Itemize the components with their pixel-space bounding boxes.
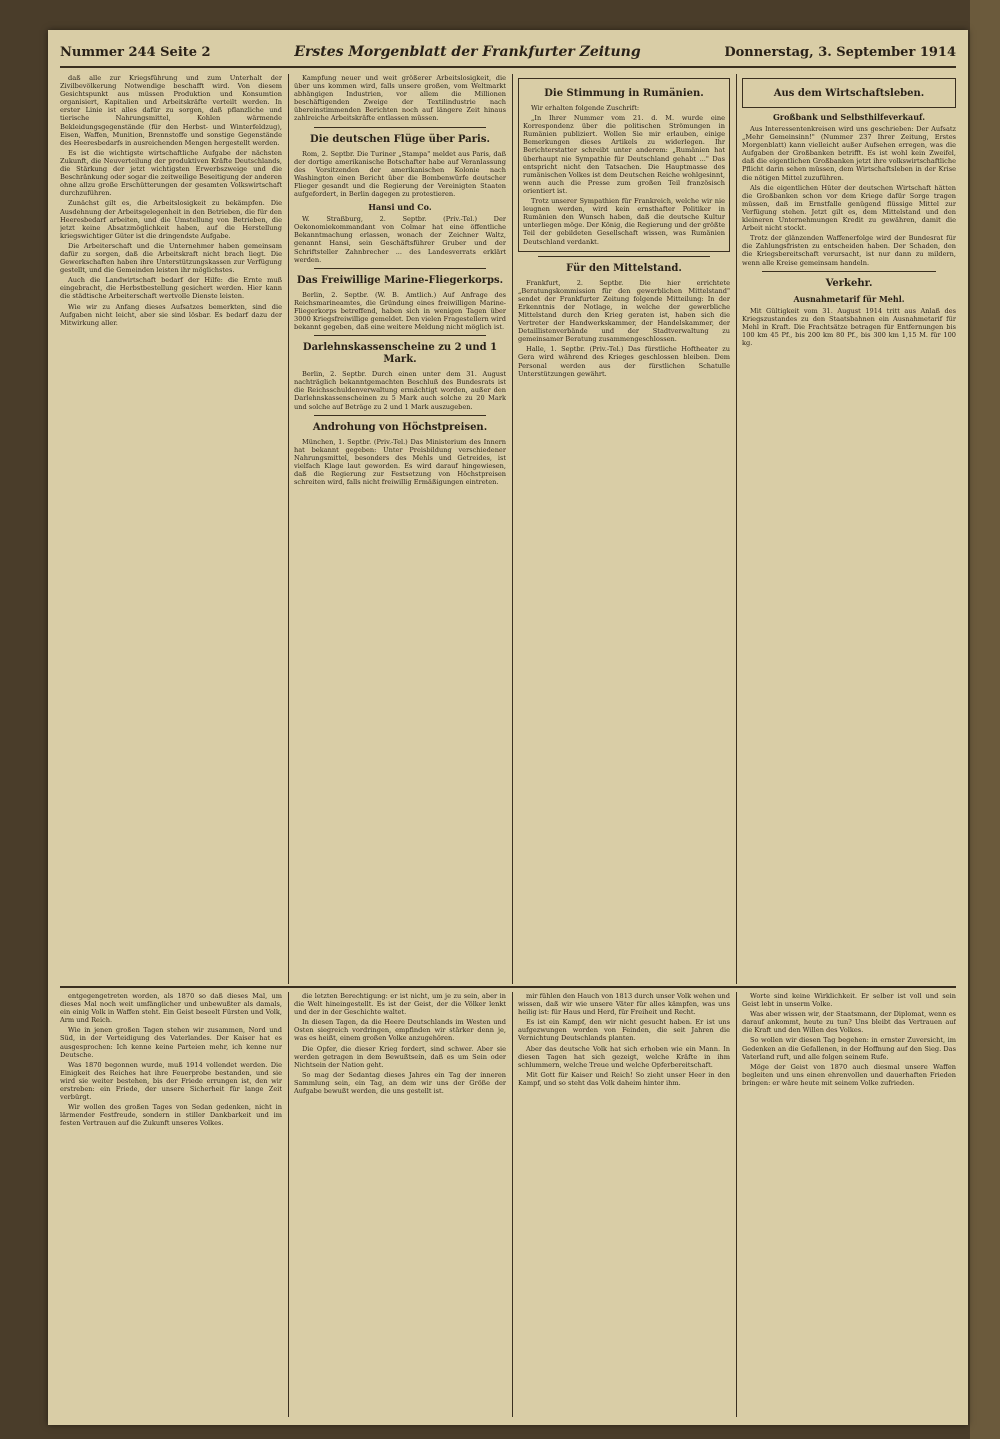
column-1: [60, 74, 282, 979]
feuilleton-divider: [60, 986, 956, 988]
feuilleton-column-2: [294, 992, 506, 1417]
article-paragraph: So mag der Sedantag dieses Jahres ein Tag der inneren Sammlung sein, ein Tag, an dem wir uns der Größe der Aufgabe bewußt werden, die uns gestellt ist.: [294, 1070, 506, 1096]
column-rule: [288, 74, 289, 984]
article-paragraph: entgegengetreten worden, als 1870 so daß dieses Mal, um dieses Mal noch weit umfänglicher und unbewußter als damals, ein einig Volk in Waffen steht. Ein Geist beseelt Fürsten und Volk, Arm und Reich.: [60, 992, 282, 1025]
section-rule: [762, 271, 936, 272]
headline-rumaenien: Die Stimmung in Rumänien.: [544, 88, 704, 99]
article-paragraph: Was 1870 begonnen wurde, muß 1914 vollendet werden. Die Einigkeit des Reiches hat ihre Feuerprobe bestanden, und sie wird sie weiter bestehen, bis der Friede errungen ist, den wir erstreben: ein Friede, der unsere Sicherheit für lange Zeit verbürgt.: [60, 1060, 282, 1102]
column-rule: [512, 74, 513, 984]
article-paragraph: Die Arbeiterschaft und die Unternehmer haben gemeinsam dafür zu sorgen, daß die Arbeitskraft nicht brach liegt. Die Gewerkschaften haben ihre Unterstützungskassen zur Verfügung gestellt, und die Gemeinden leisten ihr möglichstes.: [60, 241, 282, 275]
article-paragraph: München, 1. Septbr. (Priv.-Tel.) Das Ministerium des Innern hat bekannt gegeben: Unter Preisbildung verschiedener Nahrungsmittel, besonders des Mehls und Getreides, ist vielfach Klage laut geworden. Es wird darauf hingewiesen, daß die Regierung zur Festsetzung von Höchstpreisen schreiten wird, falls nicht freiwillig Ermäßigungen eintreten.: [294, 437, 506, 487]
section-rule: [314, 335, 486, 336]
section-rule: [314, 415, 486, 416]
headline-marine: Das Freiwillige Marine-Fliegerkorps.: [296, 274, 504, 286]
article-paragraph: Es ist die wichtigste wirtschaftliche Aufgabe der nächsten Zukunft, die Neuverteilung der produktiven Kräfte Deutschlands, die Stärkung der jetzt wichtigsten Erwerbszweige und die Beschränkung oder sogar die zeitweilige Beseitigung der anderen ohne allzu große Erschütterungen der gesamten Volkswirtschaft durchzuführen.: [60, 148, 282, 198]
column-rule: [288, 992, 289, 1417]
article-paragraph: Kampfung neuer und weit größerer Arbeitslosigkeit, die über uns kommen wird, falls unsere großen, vom Weltmarkt abhängigen Industrien, vor allem die Millionen beschäftigenden Zweige der Textilindustrie nach übereinstimmenden Berichten noch auf längere Zeit hinaus zahlreiche Arbeitskräfte entlassen müssen.: [294, 74, 506, 123]
subheadline-mehl: Ausnahmetarif für Mehl.: [793, 293, 905, 304]
headline-paris: Die deutschen Flüge über Paris.: [310, 133, 490, 145]
headline-wirtschaftsleben: Aus dem Wirtschaftsleben.: [773, 88, 925, 99]
header-left: Nummer 244 Seite 2: [60, 45, 211, 60]
article-paragraph: Wie in jenen großen Tagen stehen wir zusammen, Nord und Süd, in der Verteidigung des Vaterlandes. Der Kaiser hat es ausgesprochen: Ich kenne keine Parteien mehr, ich kenne nur Deutsche.: [60, 1026, 282, 1059]
article-paragraph: die letzten Berechtigung: er ist nicht, um je zu sein, aber in die Welt hineingestellt. Es ist der Geist, der die Völker lenkt und der in der Geschichte waltet.: [294, 992, 506, 1017]
article-paragraph: „In Ihrer Nummer vom 21. d. M. wurde eine Korrespondenz über die politischen Strömungen in Rumänien publiziert. Wollen Sie mir erlauben, einige Bemerkungen dieses Artikels zu widerlegen. Ihr Berichterstatter schreibt unter anderem: „Rumänien hat überhaupt nie Sympathie für Deutschland gehabt ..." Das entspricht nicht den Tatsachen. Die Hauptmasse des rumänischen Volkes ist dem Deutschen Reiche wohlgesinnt, wenn auch die Presse zum großen Teil französisch orientiert ist.: [523, 114, 725, 195]
headline-mittelstand: Für den Mittelstand.: [566, 262, 682, 274]
article-paragraph: Trotz der glänzenden Waffenerfolge wird der Bundesrat für die Zahlungsfristen zu entscheiden haben. Der Schaden, den die Kriegsbereitschaft verursacht, ist nur dann zu mildern, wenn alle Kreise gemeinsam handeln.: [742, 234, 956, 267]
article-paragraph: Möge der Geist von 1870 auch diesmal unsere Waffen begleiten und uns einen ehrenvollen und dauerhaften Frieden bringen: er wäre heute mit seinem Volke zufrieden.: [742, 1062, 956, 1087]
section-rule: [314, 127, 486, 128]
article-paragraph: So wollen wir diesen Tag begehen: in ernster Zuversicht, im Gedenken an die Gefallenen, in der Hoffnung auf den Sieg. Das Vaterland ruft, und alle folgen seinem Rufe.: [742, 1036, 956, 1061]
article-paragraph: In diesen Tagen, da die Heere Deutschlands im Westen und Osten siegreich vordringen, empfinden wir stärker denn je, was es heißt, einem großen Volke anzugehören.: [294, 1018, 506, 1043]
section-rule: [538, 256, 710, 257]
feuilleton-column-4: [742, 992, 956, 1417]
headline-hansi: Hansi und Co.: [368, 202, 432, 213]
headline-darlehen: Darlehnskassenscheine zu 2 und 1 Mark.: [302, 342, 498, 366]
column-3: [518, 74, 730, 979]
article-paragraph: Halle, 1. Septbr. (Priv.-Tel.) Das fürstliche Hoftheater zu Gera wird während des Krieges geschlossen bleiben. Dem Personal werden aus der fürstlichen Schatulle Unterstützungen gewährt.: [518, 345, 730, 378]
article-paragraph: Wir wollen des großen Tages von Sedan gedenken, nicht in lärmender Festfreude, sondern in stiller Dankbarkeit und im festen Vertrauen auf die Zukunft unseres Volkes.: [60, 1103, 282, 1128]
article-paragraph: Trotz unserer Sympathien für Frankreich, welche wir nie leugnen werden, wird kein ernsthafter Politiker in Rumänien den Wunsch haben, daß die deutsche Kultur unterliegen möge. Der König, die Regierung und der größte Teil der gebildeten Gesellschaft wissen, was Rumänien Deutschland verdankt.: [523, 197, 725, 246]
column-rule: [736, 74, 737, 984]
article-paragraph: Was aber wissen wir, der Staatsmann, der Diplomat, wenn es darauf ankommt, heute zu tun? Uns bleibt das Vertrauen auf die Kraft und den Willen des Volkes.: [742, 1010, 956, 1035]
article-paragraph: Aber das deutsche Volk hat sich erhoben wie ein Mann. In diesen Tagen hat sich gezeigt, welche Kräfte in ihm schlummern, welche Treue und welche Opferbereitschaft.: [518, 1044, 730, 1069]
feuilleton-column-3: [518, 992, 730, 1417]
masthead-title: Erstes Morgenblatt der Frankfurter Zeitung: [294, 44, 641, 60]
boxed-section-header: [742, 78, 956, 108]
article-paragraph: Aus Interessentenkreisen wird uns geschrieben: Der Aufsatz „Mehr Gemeinsinn!" (Nummer 237 Ihrer Zeitung, Erstes Morgenblatt) kann vielleicht außer Aufsehen erregen, was die Aufgaben der Großbanken betrifft. Es ist wohl kein Zweifel, daß die eigentlichen Großbanken jetzt ihre volkswirtschaftliche Pflicht darin sehen müssen, dem Wirtschaftsleben in der Krise die nötigen Mittel zuzuführen.: [742, 125, 956, 182]
page-edge: [970, 0, 1000, 1439]
article-paragraph: Zunächst gilt es, die Arbeitslosigkeit zu bekämpfen. Die Ausdehnung der Arbeitsgelegenheit in den Betrieben, die für den Heeresbedarf arbeiten, und die Umstellung von Betrieben, die jetzt keine Absatzmöglichkeit haben, auf die Herstellung kriegswichtiger Güter ist die dringendste Aufgabe.: [60, 199, 282, 240]
section-rule: [314, 268, 486, 269]
headline-verkehr: Verkehr.: [825, 277, 873, 289]
newspaper-page: [48, 30, 968, 1425]
article-paragraph: Auch die Landwirtschaft bedarf der Hilfe: die Ernte muß eingebracht, die Herbstbestellung gesichert werden. Hier kann die städtische Arbeiterschaft wertvolle Dienste leisten.: [60, 276, 282, 301]
article-paragraph: Mit Gott für Kaiser und Reich! So zieht unser Heer in den Kampf, und so steht das Volk daheim hinter ihm.: [518, 1070, 730, 1087]
headline-hoechstpreise: Androhung von Höchstpreisen.: [312, 421, 488, 433]
header-date: Donnerstag, 3. September 1914: [724, 45, 956, 60]
article-paragraph: Wie wir zu Anfang dieses Aufsatzes bemerkten, sind die Aufgaben nicht leicht, aber sie sind lösbar. Es bedarf dazu der Mitwirkung aller.: [60, 302, 282, 327]
page-header: [60, 44, 956, 68]
article-paragraph: Berlin, 2. Septbr. (W. B. Amtlich.) Auf Anfrage des Reichsmarineamtes, die Gründung eines freiwilligen Marine-Fliegerkorps betreffend, haben sich in wenigen Tagen über 3000 Kriegsfreiwillige gemeldet. Den vielen Fragestellern wird bekannt gegeben, daß eine weitere Meldung nicht möglich ist.: [294, 290, 506, 332]
article-paragraph: Als die eigentlichen Hüter der deutschen Wirtschaft hätten die Großbanken schon vor dem Kriege dafür Sorge tragen müssen, daß im Ernstfalle genügend flüssige Mittel zur Verfügung stehen. Jetzt gilt es, dem Mittelstand und den kleineren Unternehmungen Kredit zu gewähren, damit die Arbeit nicht stockt.: [742, 183, 956, 233]
boxed-article: [518, 78, 730, 252]
article-paragraph: Mit Gültigkeit vom 31. August 1914 tritt aus Anlaß des Kriegszustandes zu den Staatsbahnen ein Ausnahmetarif für Mehl in Kraft. Die Frachtsätze betragen für Entfernungen bis 100 km 45 Pf., bis 200 km 80 Pf., bis 300 km 1,15 M. für 100 kg.: [742, 306, 956, 347]
column-rule: [736, 992, 737, 1417]
column-rule: [512, 992, 513, 1417]
article-paragraph: Rom, 2. Septbr. Die Turiner „Stampa" meldet aus Paris, daß der dortige amerikanische Botschafter habe auf Veranlassung des Vorsitzenden der amerikanischen Kolonie nach Washington einen Bericht über die Bombenwürfe deutscher Flieger gesandt und die Regierung der Vereinigten Staaten aufgefordert, in Berlin dagegen zu protestieren.: [294, 149, 506, 199]
column-4: [742, 74, 956, 979]
column-2: [294, 74, 506, 979]
feuilleton-column-1: [60, 992, 282, 1417]
subheadline-grossbank: Großbank und Selbsthilfeverkauf.: [773, 112, 925, 122]
article-paragraph: Es ist ein Kampf, den wir nicht gesucht haben. Er ist uns aufgezwungen worden von Feinden, die seit Jahren die Vernichtung Deutschlands planten.: [518, 1018, 730, 1043]
article-paragraph: W. Straßburg, 2. Septbr. (Priv.-Tel.) Der Oekonomiekommandant von Colmar hat eine öffentliche Bekanntmachung erlassen, wonach der Zeichner Waltz, genannt Hansi, sein Geschäftsführer Gruber und der Schriftsteller Zahnbrecher ... des Landesverrats erklärt werden.: [294, 215, 506, 264]
article-paragraph: Wir erhalten folgende Zuschrift:: [531, 104, 640, 112]
article-paragraph: Die Opfer, die dieser Krieg fordert, sind schwer. Aber sie werden getragen in dem Bewußtsein, daß es um Sein oder Nichtsein der Nation geht.: [294, 1044, 506, 1069]
article-paragraph: mir fühlen den Hauch von 1813 durch unser Volk wehen und wissen, daß wir wie unsere Väter für alles kämpfen, was uns heilig ist: für Haus und Herd, für Freiheit und Recht.: [518, 992, 730, 1017]
article-paragraph: daß alle zur Kriegsführung und zum Unterhalt der Zivilbevölkerung Notwendige beschafft wird. Von diesem Gesichtspunkt aus müssen Produktion und Konsumtion organisiert, Kapitalien und Arbeitskräfte verteilt werden. In erster Linie ist alles dafür zu sorgen, daß pflanzliche und tierische Nahrungsmittel, Kohlen wärmende Bekleidungsgegenstände (für den Herbst- und Winterfeldzug), Eisen, Waffen, Munition, Brennstoffe und sonstige Gegenstände des Heeresbedarfs in ausreichenden Mengen hergestellt werden.: [60, 74, 282, 147]
article-paragraph: Berlin, 2. Septbr. Durch einen unter dem 31. August nachträglich bekanntgemachten Beschluß des Bundesrats ist die Reichsschuldenverwaltung ermächtigt worden, außer den Darlehnskassenscheinen zu 5 Mark auch solche zu 20 Mark und solche auf Beträge zu 2 und 1 Mark auszugeben.: [294, 370, 506, 411]
article-paragraph: Worte sind keine Wirklichkeit. Er selber ist voll und sein Geist lebt in unserm Volke.: [742, 992, 956, 1009]
article-paragraph: Frankfurt, 2. Septbr. Die hier errichtete „Beratungskommission für den gewerblichen Mittelstand" sendet der Frankfurter Zeitung folgende Mitteilung: In der Erkenntnis der Notlage, in welche der gewerbliche Mittelstand durch den Krieg geraten ist, haben sich die Vertreter der Handwerkskammer, der Handelskammer, der Detaillistenverbände und der Stadtverwaltung zu gemeinsamer Beratung zusammengeschlossen.: [518, 278, 730, 344]
